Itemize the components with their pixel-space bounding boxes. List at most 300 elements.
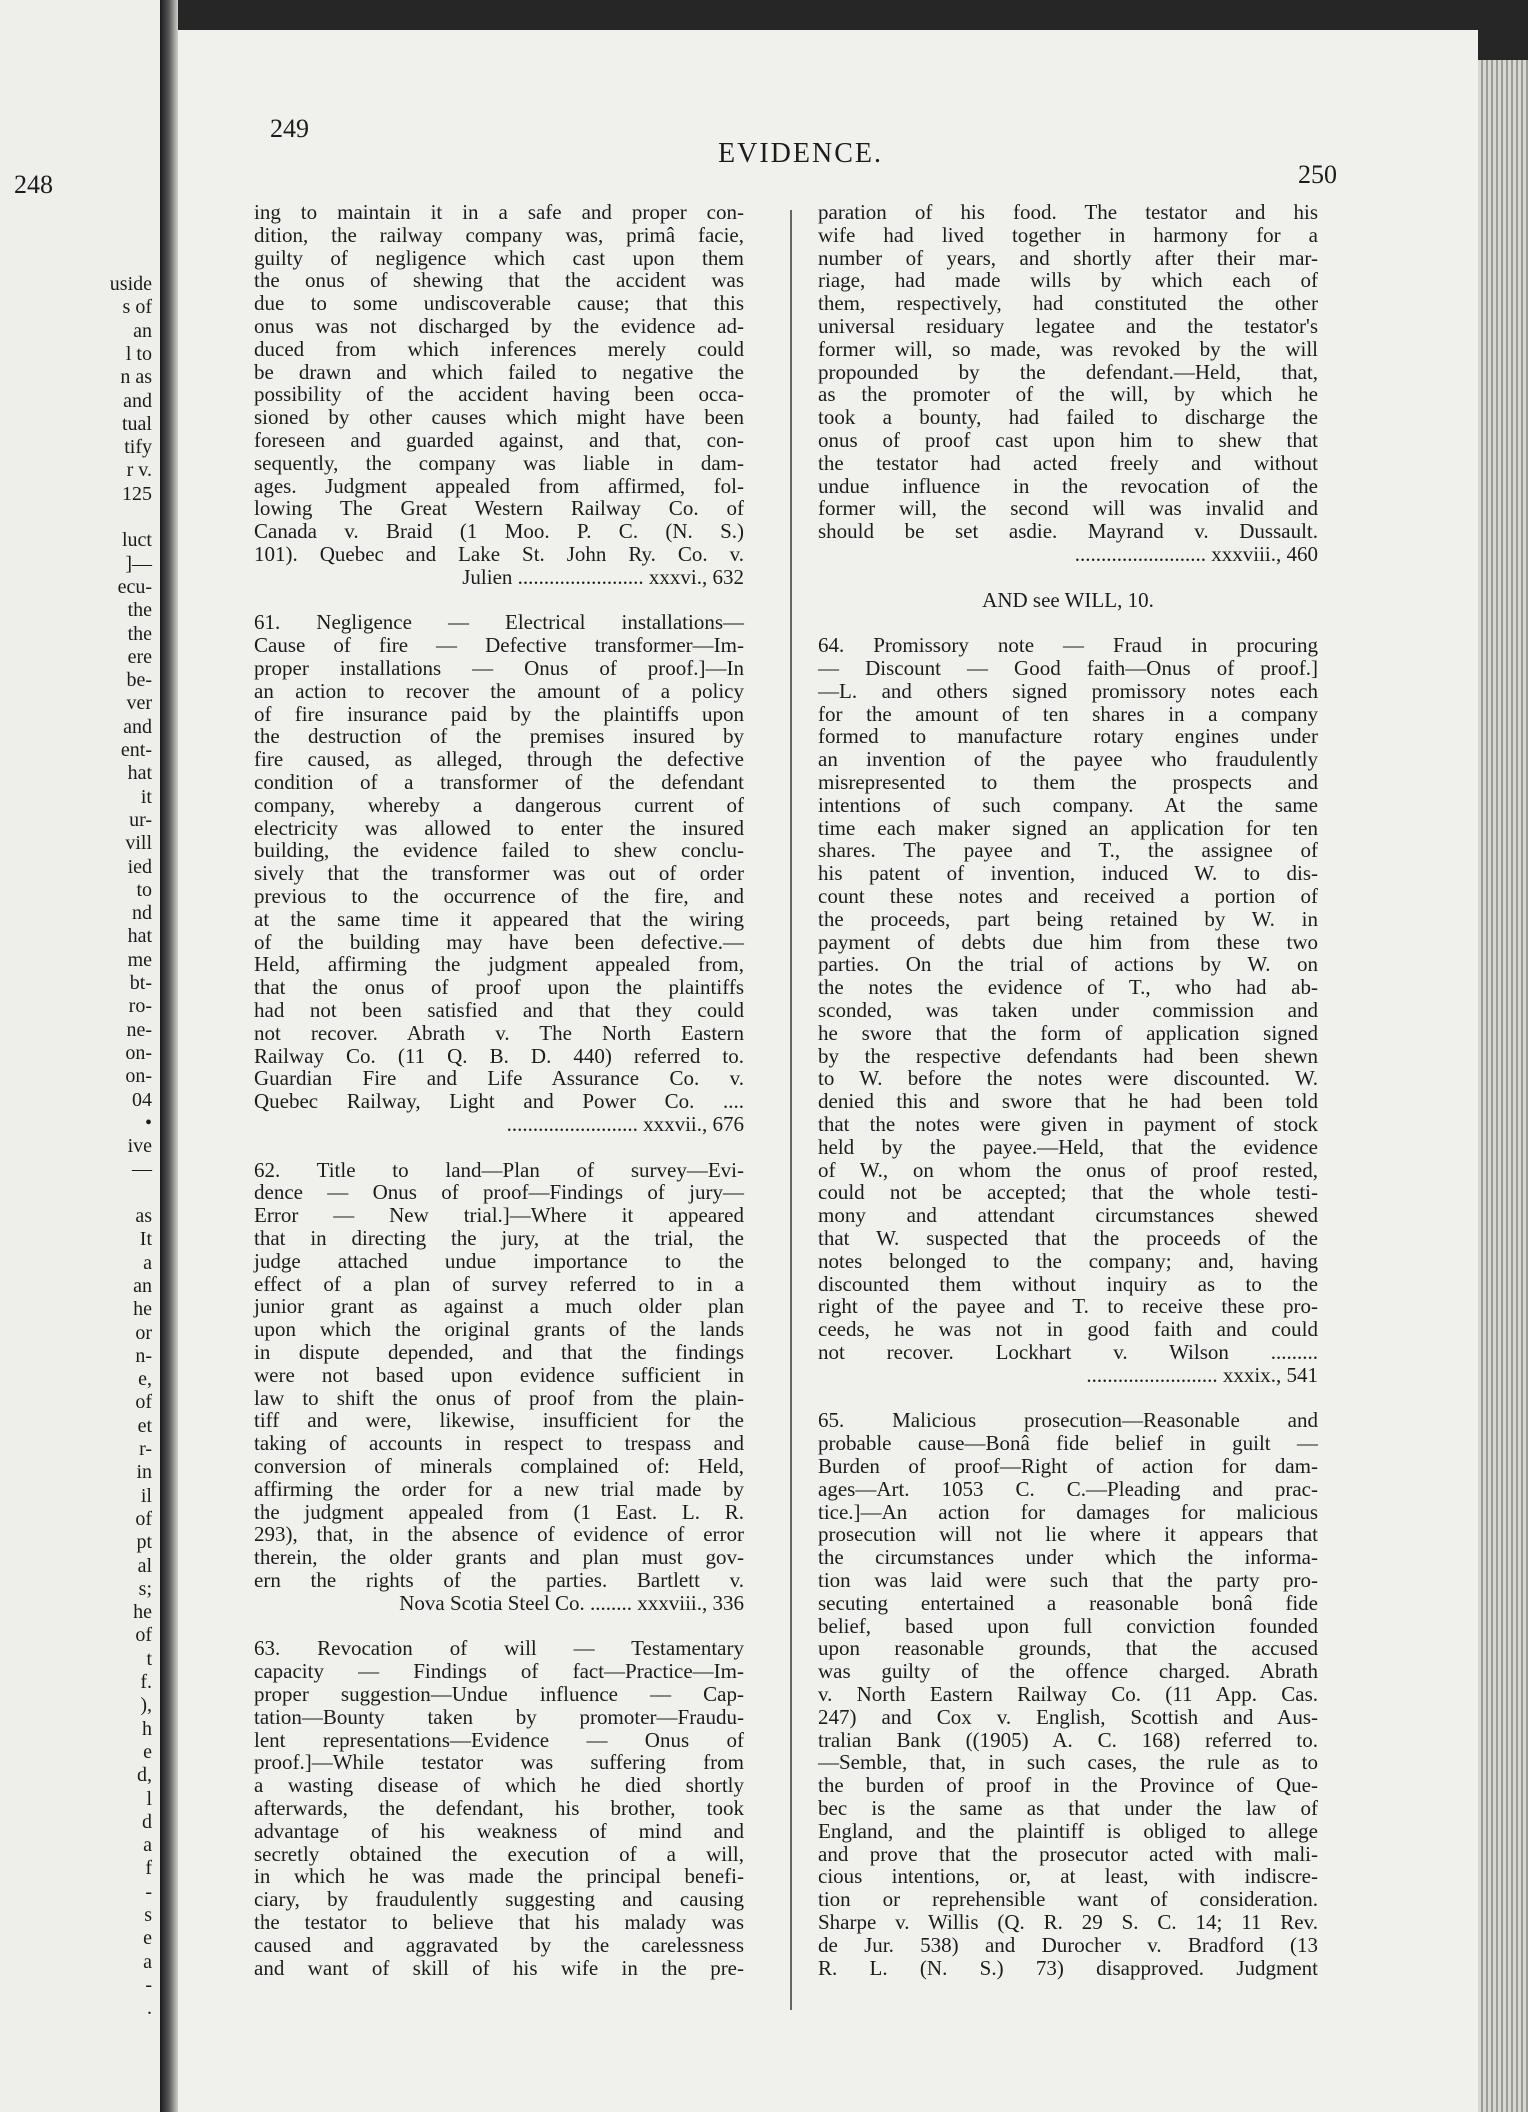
text-line: Nova Scotia Steel Co. ........ xxxviii., 336 bbox=[399, 1590, 744, 1615]
line bbox=[254, 542, 744, 566]
line bbox=[818, 428, 1318, 452]
line bbox=[254, 1887, 744, 1911]
line bbox=[818, 1568, 1318, 1592]
text-line: building, the evidence failed to shew conclu- bbox=[254, 838, 744, 863]
left-page-fragment: t bbox=[146, 1647, 152, 1670]
line bbox=[254, 1545, 744, 1569]
line bbox=[818, 861, 1318, 885]
text-line: AND see WILL, 10. bbox=[982, 587, 1154, 612]
left-page-fragment: and bbox=[123, 715, 152, 738]
line bbox=[818, 223, 1318, 247]
text-line: fire caused, as alleged, through the defective bbox=[254, 747, 744, 772]
line bbox=[254, 747, 744, 771]
text-line: taking of accounts in respect to trespass and bbox=[254, 1431, 744, 1456]
text-line: de Jur. 538) and Durocher v. Bradford (13 bbox=[818, 1932, 1318, 1957]
left-page-fragment: — bbox=[132, 1158, 152, 1181]
text-line: them, respectively, had constituted the other bbox=[818, 291, 1318, 316]
text-line: the destruction of the premises insured by bbox=[254, 724, 744, 749]
line bbox=[818, 1089, 1318, 1113]
left-page-fragment: or bbox=[135, 1321, 152, 1344]
left-page-fragment: and bbox=[123, 389, 152, 412]
left-page-fragment: s of bbox=[122, 296, 152, 319]
line bbox=[254, 1819, 744, 1843]
line bbox=[818, 382, 1318, 406]
left-page-fragment: 04 bbox=[132, 1088, 152, 1111]
line bbox=[254, 246, 744, 270]
line bbox=[818, 679, 1318, 703]
text-line: the circumstances under which the informa- bbox=[818, 1545, 1318, 1570]
text-line: an invention of the payee who fraudulently bbox=[818, 747, 1318, 772]
line bbox=[818, 1796, 1318, 1820]
text-line: right of the payee and T. to receive these pro- bbox=[818, 1294, 1318, 1319]
line bbox=[818, 314, 1318, 338]
left-page-fragment: the bbox=[127, 599, 152, 622]
line bbox=[254, 1591, 744, 1615]
text-line: count these notes and received a portion of bbox=[818, 884, 1318, 908]
line bbox=[818, 1887, 1318, 1911]
text-line: v. North Eastern Railway Co. (11 App. Cas. bbox=[818, 1682, 1318, 1706]
line bbox=[254, 1408, 744, 1432]
text-line: lowing The Great Western Railway Co. of bbox=[254, 496, 744, 521]
line bbox=[818, 1956, 1318, 1980]
line bbox=[818, 1272, 1318, 1296]
line bbox=[254, 1317, 744, 1341]
left-page-fragment: e bbox=[143, 1740, 152, 1763]
text-line: not recover. Lockhart v. Wilson ......... bbox=[818, 1340, 1318, 1364]
left-page-fragment: of bbox=[135, 1507, 152, 1530]
left-page-fragment: l to bbox=[125, 342, 152, 365]
text-line: — Discount — Good faith—Onus of proof.] bbox=[818, 656, 1318, 680]
left-page-fragment: l bbox=[146, 1787, 152, 1810]
line bbox=[254, 519, 744, 543]
text-line: ......................... xxxix., 541 bbox=[1086, 1362, 1318, 1387]
line bbox=[254, 1636, 744, 1660]
line bbox=[254, 838, 744, 862]
text-line: Held, affirming the judgment appealed from, bbox=[254, 952, 744, 977]
left-page-fragment: ere bbox=[127, 645, 152, 668]
line bbox=[818, 1659, 1318, 1683]
text-line: of fire insurance paid by the plaintiffs upon bbox=[254, 701, 744, 726]
text-line: possibility of the accident having been occa- bbox=[254, 382, 744, 407]
text-line: that in directing the jury, at the trial, the bbox=[254, 1226, 744, 1250]
column-divider bbox=[790, 210, 792, 2010]
line bbox=[818, 1158, 1318, 1182]
text-line: 64. Promissory note — Fraud in procuring bbox=[818, 633, 1318, 658]
left-page-fragment: uside bbox=[109, 273, 152, 295]
left-page-fragment: of bbox=[135, 1391, 152, 1414]
line bbox=[818, 246, 1318, 270]
text-line: 63. Revocation of will — Testamentary bbox=[254, 1636, 744, 1661]
left-page-fragment: . bbox=[147, 1997, 152, 2020]
line bbox=[254, 884, 744, 908]
line bbox=[818, 747, 1318, 771]
left-page-fragment: 125 bbox=[122, 482, 152, 505]
line bbox=[818, 268, 1318, 292]
running-title: EVIDENCE. bbox=[718, 138, 883, 169]
text-line: was guilty of the offence charged. Abrath bbox=[818, 1659, 1318, 1684]
text-line: intentions of such company. At the same bbox=[818, 792, 1318, 817]
right-column bbox=[818, 200, 1318, 2020]
text-line: ing to maintain it in a safe and proper con- bbox=[254, 200, 744, 224]
text-line: cious intentions, or, at least, with indiscre- bbox=[818, 1864, 1318, 1889]
line bbox=[254, 428, 744, 452]
text-line: electricity was allowed to enter the insured bbox=[254, 815, 744, 840]
line bbox=[254, 1112, 744, 1136]
text-line: propounded by the defendant.—Held, that, bbox=[818, 359, 1318, 384]
left-page-fragment: me bbox=[127, 948, 152, 971]
line bbox=[254, 1864, 744, 1888]
line bbox=[818, 1112, 1318, 1136]
text-line: tion or reprehensible want of consideration. bbox=[818, 1887, 1318, 1912]
line bbox=[254, 1750, 744, 1774]
text-line: —L. and others signed promissory notes each bbox=[818, 678, 1318, 703]
text-line: onus was not discharged by the evidence ad- bbox=[254, 314, 744, 338]
line bbox=[818, 1545, 1318, 1569]
line bbox=[254, 1021, 744, 1045]
text-line: 247) and Cox v. English, Scottish and Aus- bbox=[818, 1704, 1318, 1729]
left-page-fragment: et bbox=[137, 1414, 152, 1437]
line bbox=[818, 405, 1318, 429]
line bbox=[818, 1203, 1318, 1227]
line bbox=[818, 884, 1318, 908]
text-line: that W. suspected that the proceeds of the bbox=[818, 1226, 1318, 1250]
text-line: conversion of minerals complained of: Held, bbox=[254, 1454, 744, 1478]
line bbox=[254, 1705, 744, 1729]
line bbox=[254, 1158, 744, 1182]
text-line: as the promoter of the will, by which he bbox=[818, 382, 1318, 407]
left-page-fragment: in bbox=[136, 1461, 152, 1484]
text-line: advantage of his weakness of mind and bbox=[254, 1818, 744, 1843]
line bbox=[254, 1089, 744, 1113]
text-line: he swore that the form of application signed bbox=[818, 1020, 1318, 1045]
text-line: the proceeds, part being retained by W. in bbox=[818, 906, 1318, 931]
text-line: the testator to believe that his malady was bbox=[254, 1910, 744, 1934]
left-page-fragment: tual bbox=[122, 412, 152, 435]
line bbox=[818, 474, 1318, 498]
line bbox=[818, 998, 1318, 1022]
left-page-fragment: n as bbox=[120, 366, 152, 389]
line bbox=[818, 930, 1318, 954]
line bbox=[818, 1294, 1318, 1318]
text-line: mony and attendant circumstances shewed bbox=[818, 1203, 1318, 1228]
line bbox=[254, 1568, 744, 1592]
text-line: proper installations — Onus of proof.]—In bbox=[254, 656, 744, 680]
left-page-fragment: he bbox=[133, 1601, 152, 1624]
text-line: belief, based upon full conviction founded bbox=[818, 1613, 1318, 1638]
text-line: discounted them without inquiry as to the bbox=[818, 1271, 1318, 1296]
line bbox=[818, 1614, 1318, 1638]
text-line: lent representations—Evidence — Onus of bbox=[254, 1727, 744, 1752]
line bbox=[818, 838, 1318, 862]
text-line: ages—Art. 1053 C. C.—Pleading and prac- bbox=[818, 1476, 1318, 1501]
text-line: could not be accepted; that the whole testi- bbox=[818, 1180, 1318, 1205]
line bbox=[818, 1408, 1318, 1432]
text-line: of W., on whom the onus of proof rested, bbox=[818, 1157, 1318, 1182]
line bbox=[818, 291, 1318, 315]
text-line: denied this and swore that he had been told bbox=[818, 1089, 1318, 1114]
line bbox=[818, 724, 1318, 748]
line bbox=[254, 382, 744, 406]
left-page-fragment: • bbox=[144, 1111, 152, 1134]
text-line: the burden of proof in the Province of Que- bbox=[818, 1773, 1318, 1798]
text-line: Cause of fire — Defective transformer—Im- bbox=[254, 633, 744, 658]
text-line: bec is the same as that under the law of bbox=[818, 1796, 1318, 1820]
line bbox=[254, 1431, 744, 1455]
text-line: tion was laid were such that the party pro- bbox=[818, 1568, 1318, 1592]
text-line: wife had lived together in harmony for a bbox=[818, 222, 1318, 247]
left-page-fragment: pt bbox=[136, 1531, 152, 1554]
line bbox=[254, 1363, 744, 1387]
line bbox=[254, 952, 744, 976]
line bbox=[818, 1317, 1318, 1341]
line bbox=[254, 816, 744, 840]
line bbox=[818, 360, 1318, 384]
left-column bbox=[254, 200, 744, 2020]
line bbox=[254, 610, 744, 634]
left-page-fragment: to bbox=[136, 878, 152, 901]
line bbox=[818, 588, 1318, 612]
line bbox=[818, 1705, 1318, 1729]
left-page-fragment: vill bbox=[125, 832, 152, 855]
left-page-fragment: hat bbox=[127, 762, 152, 785]
left-page-fragment: it bbox=[140, 785, 152, 808]
left-page-fragment: of bbox=[135, 1624, 152, 1647]
text-line: his patent of invention, induced W. to dis- bbox=[818, 861, 1318, 886]
line bbox=[818, 656, 1318, 680]
text-line: proper suggestion—Undue influence — Cap- bbox=[254, 1682, 744, 1706]
left-page-fragment: ent- bbox=[120, 739, 152, 761]
text-line: company, whereby a dangerous current of bbox=[254, 792, 744, 817]
text-line: at the same time it appeared that the wiring bbox=[254, 906, 744, 931]
text-line: parties. On the trial of actions by W. on bbox=[818, 952, 1318, 977]
line bbox=[818, 633, 1318, 657]
left-page-fragment: luct bbox=[122, 529, 152, 552]
line bbox=[254, 200, 744, 224]
line bbox=[818, 1750, 1318, 1774]
left-page-fragment: ne- bbox=[126, 1018, 152, 1041]
line bbox=[818, 816, 1318, 840]
left-page-fragment: tify bbox=[124, 436, 152, 459]
text-line: for the amount of ten shares in a company bbox=[818, 701, 1318, 726]
text-line: number of years, and shortly after their mar- bbox=[818, 245, 1318, 270]
text-line: sioned by other causes which might have been bbox=[254, 405, 744, 430]
left-page-fragment: hat bbox=[127, 925, 152, 948]
left-page-fragment: r v. bbox=[126, 459, 152, 482]
left-page-fragment: It bbox=[139, 1228, 152, 1251]
left-page-fragment: ur- bbox=[129, 808, 152, 831]
text-line: Burden of proof—Right of action for dam- bbox=[818, 1454, 1318, 1478]
line bbox=[254, 337, 744, 361]
text-line: therein, the older grants and plan must gov- bbox=[254, 1545, 744, 1570]
text-line: notes belonged to the company; and, having bbox=[818, 1248, 1318, 1273]
line bbox=[818, 337, 1318, 361]
left-page-fragment: d, bbox=[137, 1764, 152, 1787]
line bbox=[818, 1066, 1318, 1090]
text-line: 101). Quebec and Lake St. John Ry. Co. v. bbox=[254, 542, 744, 566]
text-line: riage, had made wills by which each of bbox=[818, 268, 1318, 293]
left-page-fragment: ver bbox=[126, 692, 152, 715]
text-line: sequently, the company was liable in dam- bbox=[254, 450, 744, 475]
text-line: judge attached undue importance to the bbox=[254, 1248, 744, 1273]
text-line: effect of a plan of survey referred to in a bbox=[254, 1271, 744, 1296]
line bbox=[254, 1842, 744, 1866]
line bbox=[254, 1066, 744, 1090]
text-line: time each maker signed an application for ten bbox=[818, 815, 1318, 840]
text-line: ern the rights of the parties. Bartlett v. bbox=[254, 1568, 744, 1592]
text-line: upon which the original grants of the lands bbox=[254, 1317, 744, 1342]
text-line: capacity — Findings of fact—Practice—Im- bbox=[254, 1659, 744, 1684]
text-line: Julien ........................ xxxvi., 632 bbox=[462, 564, 744, 589]
line bbox=[818, 1522, 1318, 1546]
text-line: the onus of shewing that the accident was bbox=[254, 268, 744, 293]
text-line: tice.]—An action for damages for malicious bbox=[818, 1499, 1318, 1524]
left-page-fragment: ecu- bbox=[117, 575, 152, 598]
line bbox=[254, 998, 744, 1022]
line bbox=[254, 314, 744, 338]
line bbox=[818, 1910, 1318, 1934]
left-page-fragment: al bbox=[137, 1554, 152, 1577]
text-line: shares. The payee and T., the assignee of bbox=[818, 838, 1318, 863]
line bbox=[254, 496, 744, 520]
line bbox=[254, 861, 744, 885]
left-page-fragment: h bbox=[142, 1717, 152, 1740]
text-line: were not based upon evidence sufficient in bbox=[254, 1362, 744, 1387]
line bbox=[818, 770, 1318, 794]
left-page-fragment: il bbox=[140, 1484, 152, 1507]
text-line: Error — New trial.]—Where it appeared bbox=[254, 1203, 744, 1228]
line bbox=[254, 268, 744, 292]
text-line: caused and aggravated by the carelessness bbox=[254, 1932, 744, 1957]
line bbox=[818, 200, 1318, 224]
line bbox=[254, 656, 744, 680]
line bbox=[254, 975, 744, 999]
line bbox=[254, 1659, 744, 1683]
line bbox=[818, 1021, 1318, 1045]
text-line: Railway Co. (11 Q. B. D. 440) referred to. bbox=[254, 1043, 744, 1068]
left-page-fragment: the bbox=[127, 622, 152, 645]
text-line: previous to the occurrence of the fire, and bbox=[254, 884, 744, 908]
line bbox=[254, 1796, 744, 1820]
line bbox=[818, 1819, 1318, 1843]
text-line: foreseen and guarded against, and that, con- bbox=[254, 428, 744, 452]
line bbox=[818, 1591, 1318, 1615]
line bbox=[254, 1044, 744, 1068]
text-line: secretly obtained the execution of a will, bbox=[254, 1841, 744, 1866]
line bbox=[254, 907, 744, 931]
left-page-fragment: be- bbox=[126, 669, 152, 692]
left-page-fragment: ro- bbox=[128, 995, 152, 1018]
left-page-fragment: e, bbox=[138, 1368, 152, 1391]
left-page-fragment: ied bbox=[127, 855, 152, 878]
text-line: dition, the railway company was, primâ facie, bbox=[254, 222, 744, 247]
line bbox=[254, 1682, 744, 1706]
text-line: by the respective defendants had been shewn bbox=[818, 1043, 1318, 1068]
text-line: guilty of negligence which cast upon them bbox=[254, 245, 744, 270]
line bbox=[254, 1477, 744, 1501]
left-page-fragment: a bbox=[143, 1834, 152, 1857]
text-line: had not been satisfied and that they could bbox=[254, 998, 744, 1022]
left-page-fragment: a bbox=[143, 1950, 152, 1973]
text-line: due to some undiscoverable cause; that this bbox=[254, 291, 744, 316]
text-line: sconded, was taken under commission and bbox=[818, 998, 1318, 1022]
text-line: condition of a transformer of the defendant bbox=[254, 770, 744, 794]
line bbox=[254, 405, 744, 429]
text-line: 293), that, in the absence of evidence of error bbox=[254, 1522, 744, 1547]
page-stack-edge bbox=[1478, 60, 1528, 2112]
left-page-fragment: on- bbox=[125, 1041, 152, 1064]
text-line: held by the payee.—Held, that the evidence bbox=[818, 1134, 1318, 1159]
text-line: affirming the order for a new trial made by bbox=[254, 1476, 744, 1501]
line bbox=[818, 1363, 1318, 1387]
text-line: the notes the evidence of T., who had ab- bbox=[818, 975, 1318, 1000]
header-page-right: 250 bbox=[1298, 160, 1337, 189]
left-page-fragment: ive bbox=[127, 1135, 152, 1158]
line bbox=[818, 1500, 1318, 1524]
line bbox=[254, 724, 744, 748]
text-line: undue influence in the revocation of the bbox=[818, 473, 1318, 498]
text-line: ciary, by fraudulently suggesting and causing bbox=[254, 1887, 744, 1912]
line bbox=[254, 1933, 744, 1957]
line bbox=[818, 1864, 1318, 1888]
left-page-fragment: d bbox=[142, 1810, 152, 1833]
line bbox=[254, 474, 744, 498]
line bbox=[818, 1773, 1318, 1797]
line bbox=[254, 930, 744, 954]
line bbox=[818, 907, 1318, 931]
text-line: be drawn and which failed to negative the bbox=[254, 359, 744, 384]
left-page-fragment: f. bbox=[140, 1671, 152, 1693]
text-line: that the notes were given in payment of stock bbox=[818, 1112, 1318, 1136]
line bbox=[818, 1477, 1318, 1501]
left-page-fragment: s bbox=[144, 1904, 152, 1926]
text-line: a wasting disease of which he died shortly bbox=[254, 1773, 744, 1798]
left-page-fragment: a bbox=[143, 1251, 152, 1274]
line bbox=[254, 1522, 744, 1546]
line bbox=[254, 770, 744, 794]
left-page-fragment: bt- bbox=[129, 972, 152, 994]
line bbox=[818, 1682, 1318, 1706]
text-line: probable cause—Bonâ fide belief in guilt — bbox=[818, 1431, 1318, 1456]
left-page-fragment: an bbox=[133, 1274, 152, 1297]
text-line: junior grant as against a much older plan bbox=[254, 1294, 744, 1319]
text-line: that the onus of proof upon the plaintiffs bbox=[254, 975, 744, 1000]
line bbox=[818, 952, 1318, 976]
text-line: formed to manufacture rotary engines under bbox=[818, 724, 1318, 749]
line bbox=[254, 1728, 744, 1752]
line bbox=[818, 1249, 1318, 1273]
line bbox=[818, 1728, 1318, 1752]
line bbox=[818, 496, 1318, 520]
line bbox=[818, 1454, 1318, 1478]
left-page-fragment: ]— bbox=[125, 552, 152, 575]
line bbox=[254, 291, 744, 315]
text-line: sively that the transformer was out of order bbox=[254, 861, 744, 886]
line bbox=[818, 1044, 1318, 1068]
text-line: tralian Bank ((1905) A. C. 168) referred to. bbox=[818, 1727, 1318, 1752]
text-line: to W. before the notes were discounted. W. bbox=[818, 1066, 1318, 1091]
text-line: and prove that the prosecutor acted with mali- bbox=[818, 1841, 1318, 1866]
text-line: upon reasonable grounds, that the accused bbox=[818, 1636, 1318, 1661]
text-line: paration of his food. The testator and his bbox=[818, 200, 1318, 224]
line bbox=[818, 542, 1318, 566]
line bbox=[254, 633, 744, 657]
line bbox=[254, 679, 744, 703]
text-line: former will, the second will was invalid and bbox=[818, 496, 1318, 521]
line bbox=[254, 1454, 744, 1478]
line bbox=[818, 1431, 1318, 1455]
text-line: proof.]—While testator was suffering from bbox=[254, 1750, 744, 1775]
line bbox=[254, 1956, 744, 1980]
